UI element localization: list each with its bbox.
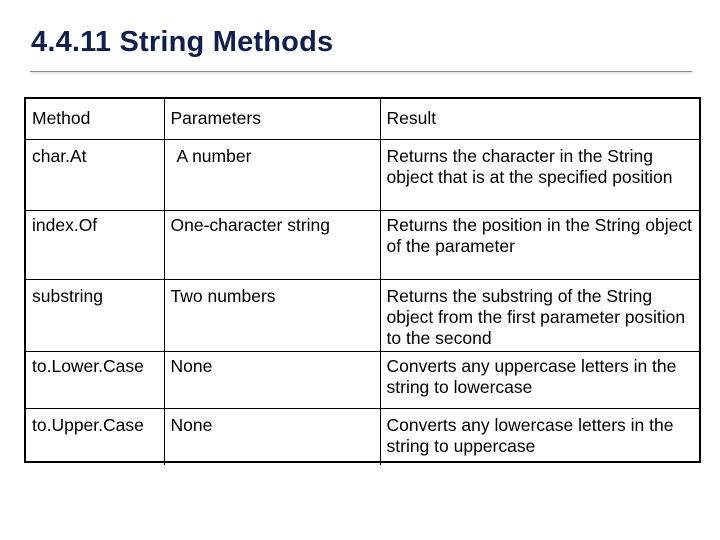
result-cell: Returns the position in the String object of the parameter [380, 210, 699, 279]
slide-title: 4.4.11 String Methods [31, 26, 334, 58]
result-cell: Converts any uppercase letters in the string to lowercase [380, 351, 699, 408]
method-cell: to.Upper.Case [26, 408, 164, 465]
parameters-cell: One-character string [164, 210, 380, 279]
method-cell: to.Lower.Case [26, 351, 164, 408]
table-row [26, 351, 699, 408]
method-cell: substring [26, 279, 164, 351]
parameters-cell: None [164, 351, 380, 408]
header-method: Method [32, 108, 91, 128]
parameters-cell: None [164, 408, 380, 465]
parameters-cell: A number [164, 139, 380, 210]
header-result: Result [380, 99, 699, 139]
table-row [26, 210, 699, 279]
table-row [26, 139, 699, 210]
header-parameters: Parameters [164, 99, 380, 139]
table-row [26, 279, 699, 351]
string-methods-table [24, 97, 701, 463]
table-header-row [26, 99, 699, 139]
parameters-cell: Two numbers [164, 279, 380, 351]
table-row [26, 408, 699, 465]
result-cell: Returns the substring of the String object from the first parameter position to the second [380, 279, 699, 351]
result-cell: Converts any lowercase letters in the string to uppercase [380, 408, 699, 465]
title-divider [30, 71, 692, 72]
methods-table-grid [26, 99, 699, 465]
method-cell: char.At [26, 139, 164, 210]
result-cell: Returns the character in the String object that is at the specified position [380, 139, 699, 210]
method-cell: index.Of [26, 210, 164, 279]
